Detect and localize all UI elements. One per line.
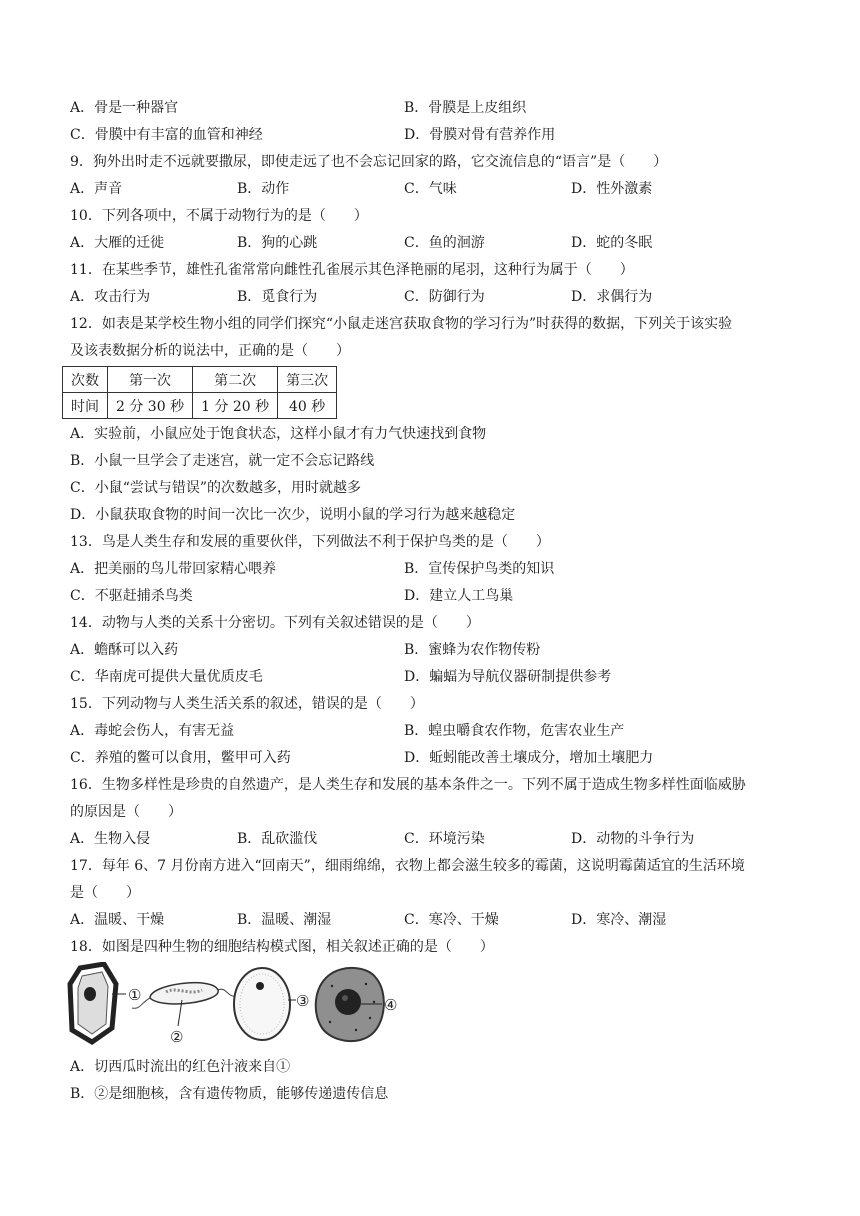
table-cell: 1 分 20 秒: [193, 393, 278, 419]
q18-stem: 18．如图是四种生物的细胞结构模式图，相关叙述正确的是（ ）: [70, 939, 494, 955]
q14-option-a[interactable]: A．蟾酥可以入药: [70, 642, 179, 658]
q15-option-c[interactable]: C．养殖的鳖可以食用，鳖甲可入药: [70, 750, 291, 766]
animal-cell-diagram: [316, 968, 384, 1041]
q10-option-a[interactable]: A．大雁的迁徙: [70, 235, 165, 251]
q13-stem: 13．鸟是人类生存和发展的重要伙伴，下列做法不利于保护鸟类的是（ ）: [70, 534, 550, 550]
q12-option-c[interactable]: C．小鼠“尝试与错误”的次数越多，用时就越多: [70, 480, 362, 496]
table-header-cell: 第二次: [193, 367, 278, 393]
table-header-cell: 第一次: [108, 367, 193, 393]
q11-option-d[interactable]: D．求偶行为: [571, 289, 653, 305]
q17-option-c[interactable]: C．寒冷、干燥: [404, 912, 499, 928]
q9-option-b[interactable]: B．动作: [237, 181, 290, 197]
maze-data-table: [62, 366, 337, 419]
q8-option-b[interactable]: B．骨膜是上皮组织: [404, 100, 527, 116]
q8-option-a[interactable]: A．骨是一种器官: [70, 100, 179, 116]
q14-option-c[interactable]: C．华南虎可提供大量优质皮毛: [70, 669, 263, 685]
q17-option-b[interactable]: B．温暖、潮湿: [237, 912, 332, 928]
q15-option-b[interactable]: B．蝗虫嚼食农作物，危害农业生产: [404, 723, 625, 739]
bacterium-diagram: [132, 983, 236, 1026]
table-header-cell: 次数: [63, 367, 108, 393]
q18-option-b[interactable]: B．②是细胞核，含有遗传物质，能够传递遗传信息: [70, 1086, 389, 1102]
q18-option-a[interactable]: A．切西瓜时流出的红色汁液来自①: [70, 1059, 291, 1075]
q12-option-a[interactable]: A．实验前，小鼠应处于饱食状态，这样小鼠才有力气快速找到食物: [70, 426, 487, 442]
q17-option-a[interactable]: A．温暖、干燥: [70, 912, 165, 928]
q9-option-a[interactable]: A．声音: [70, 181, 123, 197]
q12-option-b[interactable]: B．小鼠一旦学会了走迷宫，就一定不会忘记路线: [70, 453, 375, 469]
q10-option-c[interactable]: C．鱼的洄游: [404, 235, 485, 251]
q9-stem: 9．狗外出时走不远就要撒尿，即使走远了也不会忘记回家的路，它交流信息的“语言”是（ ）: [70, 154, 668, 170]
q12-stem-line1: 12．如表是某学校生物小组的同学们探究“小鼠走迷宫获取食物的学习行为”时获得的数据，下列关于该实验: [70, 316, 733, 332]
cell-structure-figure: [66, 962, 406, 1046]
q14-stem: 14．动物与人类的关系十分密切。下列有关叙述错误的是（ ）: [70, 615, 480, 631]
q8-option-c[interactable]: C．骨膜中有丰富的血管和神经: [70, 127, 263, 143]
q16-option-a[interactable]: A．生物入侵: [70, 831, 151, 847]
q9-option-c[interactable]: C．气味: [404, 181, 457, 197]
table-row: [63, 393, 337, 419]
q17-option-d[interactable]: D．寒冷、潮湿: [571, 912, 667, 928]
q16-stem-line1: 16．生物多样性是珍贵的自然遗产，是人类生存和发展的基本条件之一。下列不属于造成生物多样性面临威胁: [70, 777, 746, 793]
q16-option-b[interactable]: B．乱砍滥伐: [237, 831, 318, 847]
figure-label-4: ④: [384, 996, 398, 1014]
figure-label-1: ①: [128, 986, 142, 1004]
q17-stem-line2: 是（ ）: [70, 885, 140, 901]
q16-option-d[interactable]: D．动物的斗争行为: [571, 831, 695, 847]
figure-label-2: ②: [170, 1028, 184, 1046]
q9-option-d[interactable]: D．性外激素: [571, 181, 653, 197]
table-row: [63, 367, 337, 393]
q13-option-a[interactable]: A．把美丽的鸟儿带回家精心喂养: [70, 561, 277, 577]
q15-stem: 15．下列动物与人类生活关系的叙述，错误的是（ ）: [70, 696, 424, 712]
table-cell: 时间: [63, 393, 108, 419]
q17-stem-line1: 17．每年 6、7 月份南方进入“回南天”，细雨绵绵，衣物上都会滋生较多的霉菌，这说明霉菌适宜的生活环境: [70, 858, 745, 874]
q12-option-d[interactable]: D．小鼠获取食物的时间一次比一次少，说明小鼠的学习行为越来越稳定: [70, 507, 516, 523]
q10-stem: 10．下列各项中，不属于动物行为的是（ ）: [70, 208, 368, 224]
yeast-cell-diagram: [234, 968, 296, 1040]
q10-option-b[interactable]: B．狗的心跳: [237, 235, 318, 251]
table-header-cell: 第三次: [278, 367, 337, 393]
q15-option-d[interactable]: D．蚯蚓能改善土壤成分，增加土壤肥力: [404, 750, 654, 766]
q11-option-b[interactable]: B．觅食行为: [237, 289, 318, 305]
q13-option-c[interactable]: C．不驱赶捕杀鸟类: [70, 588, 193, 604]
q12-stem-line2: 及该表数据分析的说法中，正确的是（ ）: [70, 343, 350, 359]
q16-stem-line2: 的原因是（ ）: [70, 804, 182, 820]
q13-option-b[interactable]: B．宣传保护鸟类的知识: [404, 561, 555, 577]
q14-option-d[interactable]: D．蝙蝠为导航仪器研制提供参考: [404, 669, 612, 685]
plant-cell-diagram: [70, 964, 126, 1042]
q11-stem: 11．在某些季节，雄性孔雀常常向雌性孔雀展示其色泽艳丽的尾羽，这种行为属于（ ）: [70, 262, 634, 278]
table-cell: 40 秒: [278, 393, 337, 419]
table-cell: 2 分 30 秒: [108, 393, 193, 419]
q14-option-b[interactable]: B．蜜蜂为农作物传粉: [404, 642, 541, 658]
q8-option-d[interactable]: D．骨膜对骨有营养作用: [404, 127, 556, 143]
q10-option-d[interactable]: D．蛇的冬眠: [571, 235, 653, 251]
figure-label-3: ③: [296, 992, 310, 1010]
q11-option-a[interactable]: A．攻击行为: [70, 289, 151, 305]
q11-option-c[interactable]: C．防御行为: [404, 289, 485, 305]
q13-option-d[interactable]: D．建立人工鸟巢: [404, 588, 514, 604]
q16-option-c[interactable]: C．环境污染: [404, 831, 485, 847]
q15-option-a[interactable]: A．毒蛇会伤人，有害无益: [70, 723, 235, 739]
